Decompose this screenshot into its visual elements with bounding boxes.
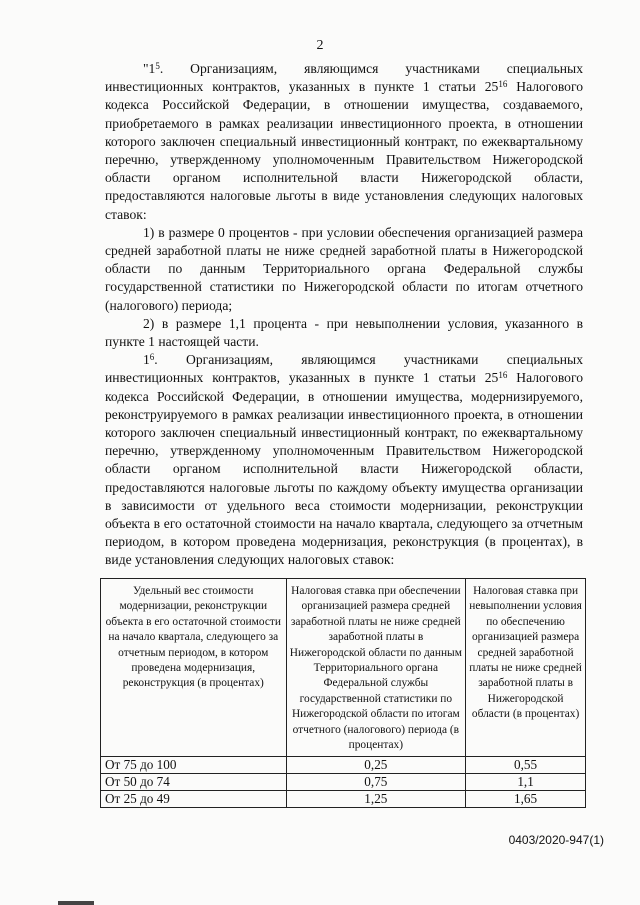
paragraph-text: Налогового кодекса Российской Федерации, в отношении имущества, модернизируемого, реконструируемого в рамках реализации инвестиционного проекта, в отношении которого заключен специальный инвестиционный контракт, по ежеквартальному перечню, утвержденному уполномоченным Правительством Нижегородской области органом исполнительной власти Нижегородской области, предоставляются налоговые льготы по каждому объекту имущества организации в зависимости от удельного веса стоимости модернизации, реконструкции объекта в его остаточной стоимости на начало квартала, следующего за отчетным периодом, в котором проведена модернизация, реконструкция (в процентах), в виде установления следующих налоговых ставок: bbox=[105, 370, 583, 568]
paragraph-text: . Организациям, являющимся участниками специальных инвестиционных контрактов, указанных в пункте 1 статьи 25 bbox=[105, 61, 583, 95]
column-header-rate-condition-not-met: Налоговая ставка при невыполнении условия по обеспечению организацией размера средней заработной платы не ниже средней заработной платы в Нижегородской области (в процентах) bbox=[466, 579, 586, 757]
column-header-rate-condition-met: Налоговая ставка при обеспечении организацией размера средней заработной платы не ниже средней заработной платы в Нижегородской области по данным Территориального органа Федеральной службы государственной статистики по Нижегородской области по итогам отчетного (налогового) периода (в процентах) bbox=[286, 579, 466, 757]
table-cell: 1,65 bbox=[466, 791, 586, 808]
table-cell: От 25 до 49 bbox=[101, 791, 287, 808]
scan-mark bbox=[58, 901, 94, 905]
paragraph-prefix: 1 bbox=[143, 352, 150, 368]
superscript: 6 bbox=[149, 352, 155, 363]
paragraph-1-6 bbox=[105, 351, 583, 569]
list-item-1: 1) в размере 0 процентов - при условии обеспечения организацией размера средней заработной платы не ниже средней заработной платы в Нижегородской области по данным Территориального органа Федеральной службы государственной статистики по Нижегородской области по итогам отчетного (налогового) периода; bbox=[105, 224, 583, 313]
table-cell: 1,25 bbox=[286, 791, 466, 808]
superscript: 16 bbox=[498, 370, 508, 381]
paragraph-text: Налогового кодекса Российской Федерации, в отношении имущества, создаваемого, приобретаемого в рамках реализации инвестиционного проекта, в отношении которого заключен специальный инвестиционный контракт, по ежеквартальному перечню, утвержденному уполномоченным Правительством Нижегородской области органом исполнительной власти Нижегородской области, предоставляются налоговые льготы в виде установления следующих налоговых ставок: bbox=[105, 79, 583, 222]
superscript: 16 bbox=[498, 79, 508, 90]
paragraph-text: . Организациям, являющимся участниками специальных инвестиционных контрактов, указанных в пункте 1 статьи 25 bbox=[105, 352, 583, 386]
document-code: 0403/2020-947(1) bbox=[508, 833, 604, 847]
tax-rates-table bbox=[100, 578, 586, 808]
column-header-share: Удельный вес стоимости модернизации, реконструкции объекта в его остаточной стоимости на начало квартала, следующего за отчетным периодом, в котором проведена модернизация, реконструкция (в процентах) bbox=[101, 579, 287, 757]
table-cell: От 75 до 100 bbox=[101, 757, 287, 774]
table-cell: 0,75 bbox=[286, 774, 466, 791]
table-row bbox=[101, 774, 586, 791]
table-row bbox=[101, 791, 586, 808]
superscript: 5 bbox=[155, 61, 160, 71]
paragraph-1-5 bbox=[105, 60, 583, 224]
table-header-row bbox=[101, 579, 586, 757]
table-cell: От 50 до 74 bbox=[101, 774, 287, 791]
paragraph-prefix: "1 bbox=[143, 61, 156, 76]
table-row bbox=[101, 757, 586, 774]
table-cell: 1,1 bbox=[466, 774, 586, 791]
list-item-2: 2) в размере 1,1 процента - при невыполнении условия, указанного в пункте 1 настоящей части. bbox=[105, 315, 583, 350]
document-body bbox=[105, 60, 583, 570]
page-number: 2 bbox=[316, 38, 324, 53]
table-cell: 0,55 bbox=[466, 757, 586, 774]
table-cell: 0,25 bbox=[286, 757, 466, 774]
